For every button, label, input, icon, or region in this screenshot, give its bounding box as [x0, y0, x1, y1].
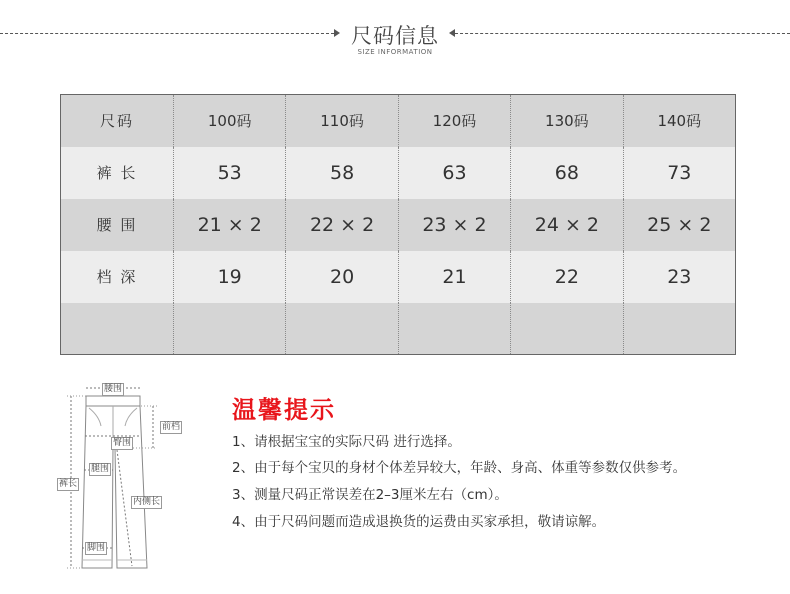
header-divider-right	[455, 33, 790, 34]
header-cell: 140码	[623, 95, 735, 147]
section-subtitle: SIZE INFORMATION	[357, 48, 433, 56]
diagram-label-inseam: 内侧长	[133, 497, 161, 507]
table-cell: 23	[623, 251, 735, 303]
table-cell	[398, 303, 510, 355]
section-title: 尺码信息	[351, 24, 439, 48]
table-cell: 22 × 2	[286, 199, 398, 251]
size-table	[60, 94, 736, 355]
diagram-label-hip: 臀围	[113, 438, 132, 448]
table-cell: 63	[398, 147, 510, 199]
diagram-label-thigh: 腿围	[91, 464, 110, 474]
row-label: 档 深	[61, 251, 174, 303]
header-cell: 100码	[174, 95, 286, 147]
tips-title: 温馨提示	[232, 396, 336, 424]
table-cell: 21	[398, 251, 510, 303]
header-divider-left	[0, 33, 334, 34]
table-cell: 21 × 2	[174, 199, 286, 251]
tip-item: 4、由于尺码问题而造成退换货的运费由买家承担，敬请谅解。	[232, 514, 606, 530]
row-label: 腰 围	[61, 199, 174, 251]
table-cell: 23 × 2	[398, 199, 510, 251]
header-cell: 130码	[511, 95, 623, 147]
pants-measurement-diagram	[55, 378, 190, 583]
table-row	[61, 199, 736, 251]
table-cell: 73	[623, 147, 735, 199]
table-row	[61, 147, 736, 199]
table-cell: 58	[286, 147, 398, 199]
table-cell	[511, 303, 623, 355]
table-cell: 25 × 2	[623, 199, 735, 251]
header-cell: 120码	[398, 95, 510, 147]
header-cell: 110码	[286, 95, 398, 147]
table-row-empty	[61, 303, 736, 355]
row-label	[61, 303, 174, 355]
row-label: 裤 长	[61, 147, 174, 199]
table-cell	[174, 303, 286, 355]
diagram-label-waist: 腰围	[104, 384, 123, 394]
table-cell: 22	[511, 251, 623, 303]
table-cell: 20	[286, 251, 398, 303]
table-cell: 53	[174, 147, 286, 199]
tip-item: 1、请根据宝宝的实际尺码 进行选择。	[232, 434, 461, 450]
table-cell	[623, 303, 735, 355]
diagram-label-front-rise: 前档	[162, 422, 181, 432]
diagram-label-length: 裤长	[59, 479, 78, 489]
table-row	[61, 251, 736, 303]
table-cell: 68	[511, 147, 623, 199]
header-cell: 尺码	[61, 95, 174, 147]
header-arrow-left-icon	[334, 29, 340, 37]
tip-item: 3、测量尺码正常误差在2–3厘米左右（cm）。	[232, 487, 508, 503]
diagram-label-hem: 脚围	[87, 543, 106, 553]
tip-item: 2、由于每个宝贝的身材个体差异较大，年龄、身高、体重等参数仅供参考。	[232, 460, 687, 476]
table-header-row	[61, 95, 736, 147]
table-cell: 19	[174, 251, 286, 303]
table-cell	[286, 303, 398, 355]
table-cell: 24 × 2	[511, 199, 623, 251]
